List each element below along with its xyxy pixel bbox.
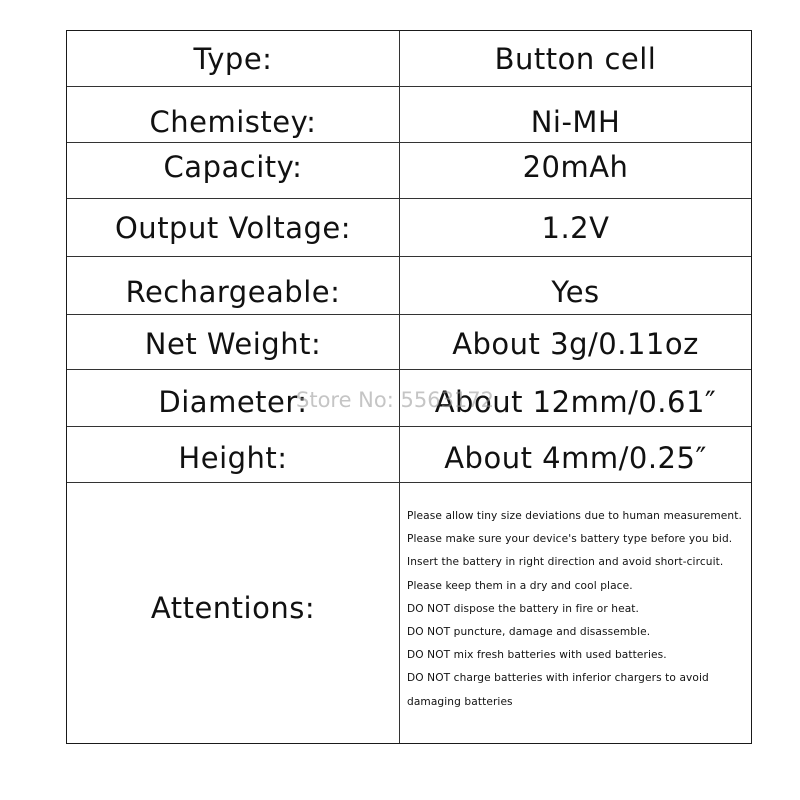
attention-item: Please make sure your device's battery type before you bid. bbox=[407, 533, 733, 546]
spec-value: 1.2V bbox=[541, 210, 610, 245]
spec-value: About 12mm/0.61″ bbox=[434, 385, 717, 419]
spec-label: Type: bbox=[67, 31, 400, 86]
spec-label: Attentions: bbox=[67, 483, 400, 743]
store-watermark: Store No: 5563172 bbox=[296, 388, 495, 412]
attention-item: DO NOT puncture, damage and disassemble. bbox=[407, 626, 651, 639]
attention-item: damaging batteries bbox=[407, 695, 513, 708]
spec-row-type bbox=[67, 31, 751, 87]
spec-row-rechargeable bbox=[67, 257, 751, 315]
spec-value: About 3g/0.11oz bbox=[452, 327, 699, 361]
spec-row-capacity bbox=[67, 143, 751, 199]
attention-item: Please keep them in a dry and cool place. bbox=[407, 579, 633, 592]
spec-label: Output Voltage: bbox=[67, 199, 400, 256]
spec-row-attentions bbox=[67, 483, 751, 743]
spec-row-height bbox=[67, 427, 751, 483]
attention-item: DO NOT charge batteries with inferior chargers to avoid bbox=[407, 672, 709, 685]
spec-value: About 4mm/0.25″ bbox=[444, 440, 707, 475]
attention-item: Insert the battery in right direction and avoid short-circuit. bbox=[407, 556, 724, 569]
spec-value: Button cell bbox=[494, 41, 657, 76]
spec-value: Yes bbox=[551, 274, 600, 309]
spec-value: Ni-MH bbox=[530, 104, 621, 139]
spec-value: 20mAh bbox=[522, 149, 629, 184]
spec-label: Capacity: bbox=[67, 143, 400, 198]
attentions-list bbox=[407, 505, 742, 714]
attention-item: DO NOT mix fresh batteries with used batteries. bbox=[407, 649, 667, 662]
spec-row-diameter bbox=[67, 370, 751, 427]
spec-label: Net Weight: bbox=[67, 315, 400, 369]
spec-row-net-weight bbox=[67, 315, 751, 370]
spec-label: Rechargeable: bbox=[67, 257, 400, 314]
attention-item: DO NOT dispose the battery in fire or heat. bbox=[407, 602, 640, 615]
spec-row-output-voltage bbox=[67, 199, 751, 257]
spec-row-chemistry bbox=[67, 87, 751, 143]
spec-label: Chemistey: bbox=[67, 87, 400, 142]
spec-table bbox=[66, 30, 752, 744]
spec-label: Diameter: bbox=[67, 370, 400, 426]
spec-label: Height: bbox=[67, 427, 400, 482]
attention-item: Please allow tiny size deviations due to human measurement. bbox=[407, 510, 742, 522]
